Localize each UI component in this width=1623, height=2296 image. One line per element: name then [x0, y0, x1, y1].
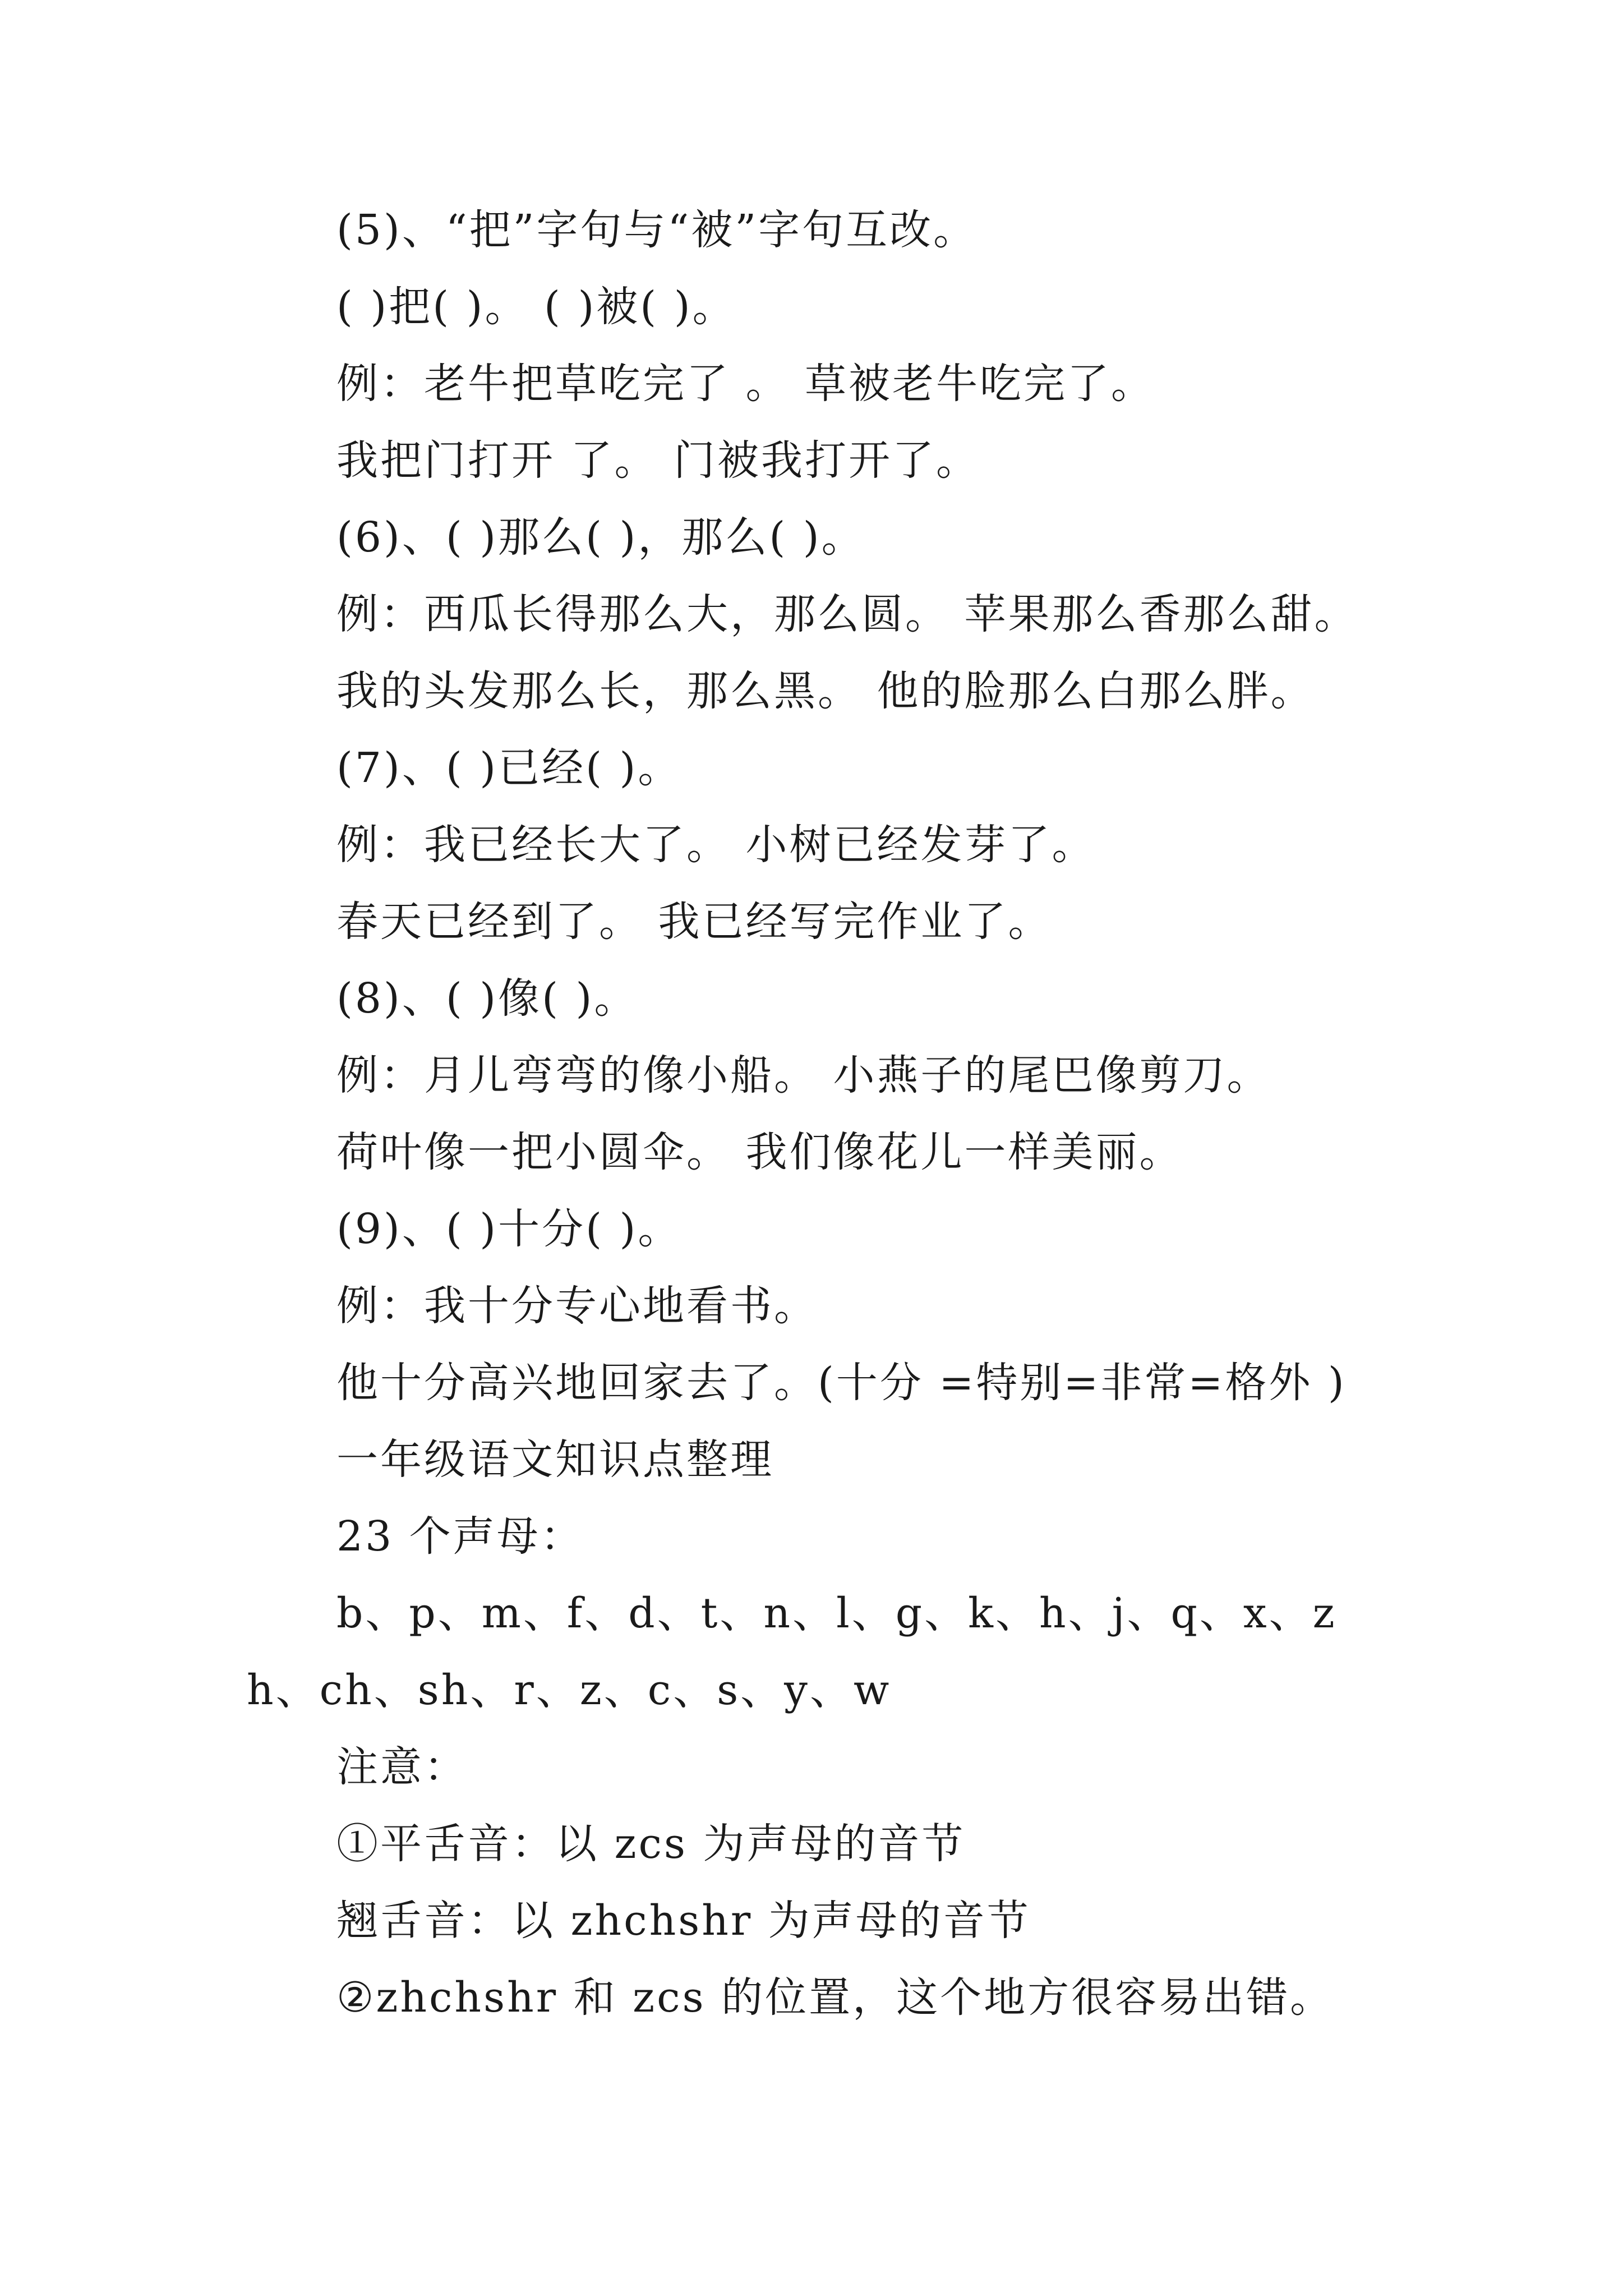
text-line: (9)、( )十分( )。 [336, 1205, 682, 1253]
text-line: 例：月儿弯弯的像小船。 小燕子的尾巴像剪刀。 [336, 1051, 1271, 1099]
text-line: (8)、( )像( )。 [336, 974, 638, 1023]
text-line: 荷叶像一把小圆伞。 我们像花儿一样美丽。 [336, 1128, 1183, 1176]
text-line: 翘舌音：以 zhchshr 为声母的音节 [336, 1897, 1031, 1945]
initials-list: b、p、m、f、d、t、n、l、g、k、h、j、q、x、zh、ch、sh、r、z、c、s、y、w [247, 1589, 1337, 1714]
text-line: 例：老牛把草吃完了 。 草被老牛吃完了。 [336, 360, 1155, 408]
section-heading: 一年级语文知识点整理 [336, 1435, 774, 1484]
text-line: 例：我十分专心地看书。 [336, 1282, 818, 1330]
text-line: 春天已经到了。 我已经写完作业了。 [336, 898, 1052, 946]
text-line: 他十分高兴地回家去了。(十分 =特别=非常=格外 ) [336, 1359, 1347, 1407]
text-line: (6)、( )那么( )，那么( )。 [336, 513, 865, 562]
document-body [247, 192, 1380, 2036]
text-line: 我的头发那么长，那么黑。 他的脸那么白那么胖。 [336, 667, 1315, 715]
text-line: ②zhchshr 和 zcs 的位置，这个地方很容易出错。 [336, 1973, 1334, 2022]
text-line: 例：我已经长大了。 小树已经发芽了。 [336, 821, 1096, 869]
text-line: ①平舌音：以 zcs 为声母的音节 [336, 1820, 966, 1868]
text-line: (5)、“把”字句与“被”字句互改。 [336, 206, 978, 254]
text-line: 23 个声母： [336, 1512, 584, 1561]
text-line: (7)、( )已经( )。 [336, 744, 682, 792]
text-line: 例：西瓜长得那么大，那么圆。 苹果那么香那么甜。 [336, 590, 1358, 638]
text-line: 我把门打开 了。 门被我打开了。 [336, 436, 980, 485]
text-line: ( )把( )。 ( )被( )。 [336, 283, 736, 331]
text-line: 注意： [336, 1743, 468, 1791]
